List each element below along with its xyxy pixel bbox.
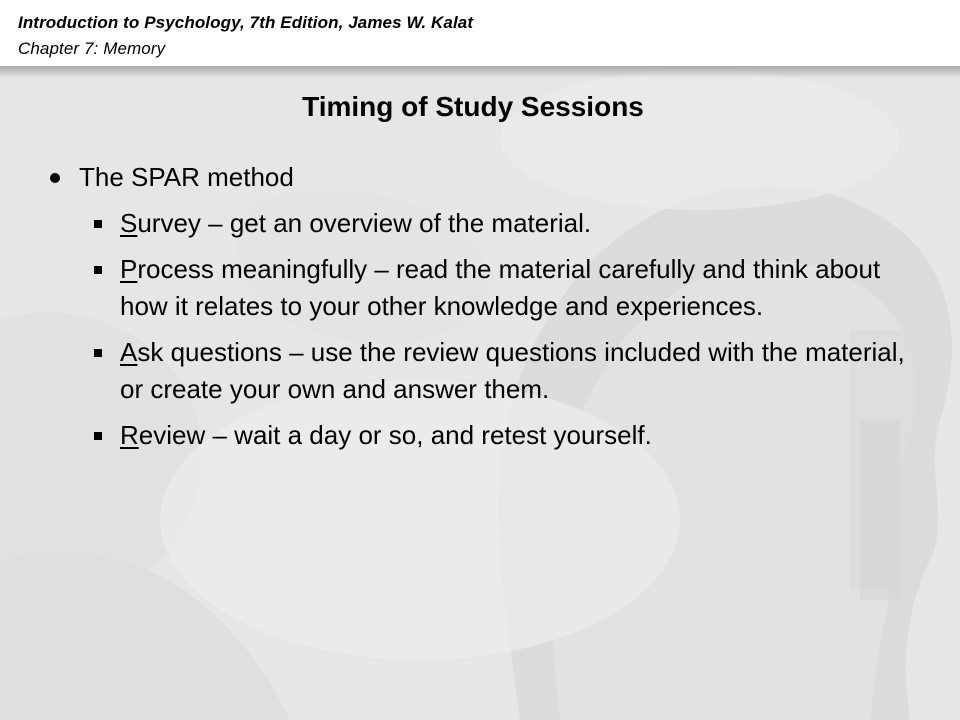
spar-list (94, 205, 934, 463)
item-text: urvey – get an overview of the material. (137, 208, 592, 238)
item-text: sk questions – use the review questions included with the material, or create your own and answer them. (120, 337, 905, 404)
course-title: Introduction to Psychology, 7th Edition, James W. Kalat (18, 13, 474, 32)
main-bullet-text: The SPAR method (79, 162, 294, 192)
chapter-label: Chapter 7: Memory (18, 39, 166, 58)
item-initial: A (120, 337, 138, 367)
item-text: eview – wait a day or so, and retest yourself. (138, 420, 652, 450)
list-item-survey (94, 205, 934, 242)
square-bullet-icon (94, 432, 102, 440)
item-text: rocess meaningfully – read the material carefully and think about how it relates to your other knowledge and experiences. (120, 254, 881, 321)
round-bullet-icon (50, 173, 60, 183)
item-initial: S (120, 208, 138, 238)
item-initial: R (120, 420, 139, 450)
list-item-review (94, 417, 934, 454)
square-bullet-icon (94, 349, 102, 357)
list-item-ask (94, 334, 934, 408)
slide-title: Timing of Study Sessions (302, 91, 644, 122)
main-bullet-item (50, 162, 294, 193)
item-initial: P (120, 254, 138, 284)
square-bullet-icon (94, 220, 102, 228)
list-item-process (94, 251, 934, 325)
square-bullet-icon (94, 266, 102, 274)
